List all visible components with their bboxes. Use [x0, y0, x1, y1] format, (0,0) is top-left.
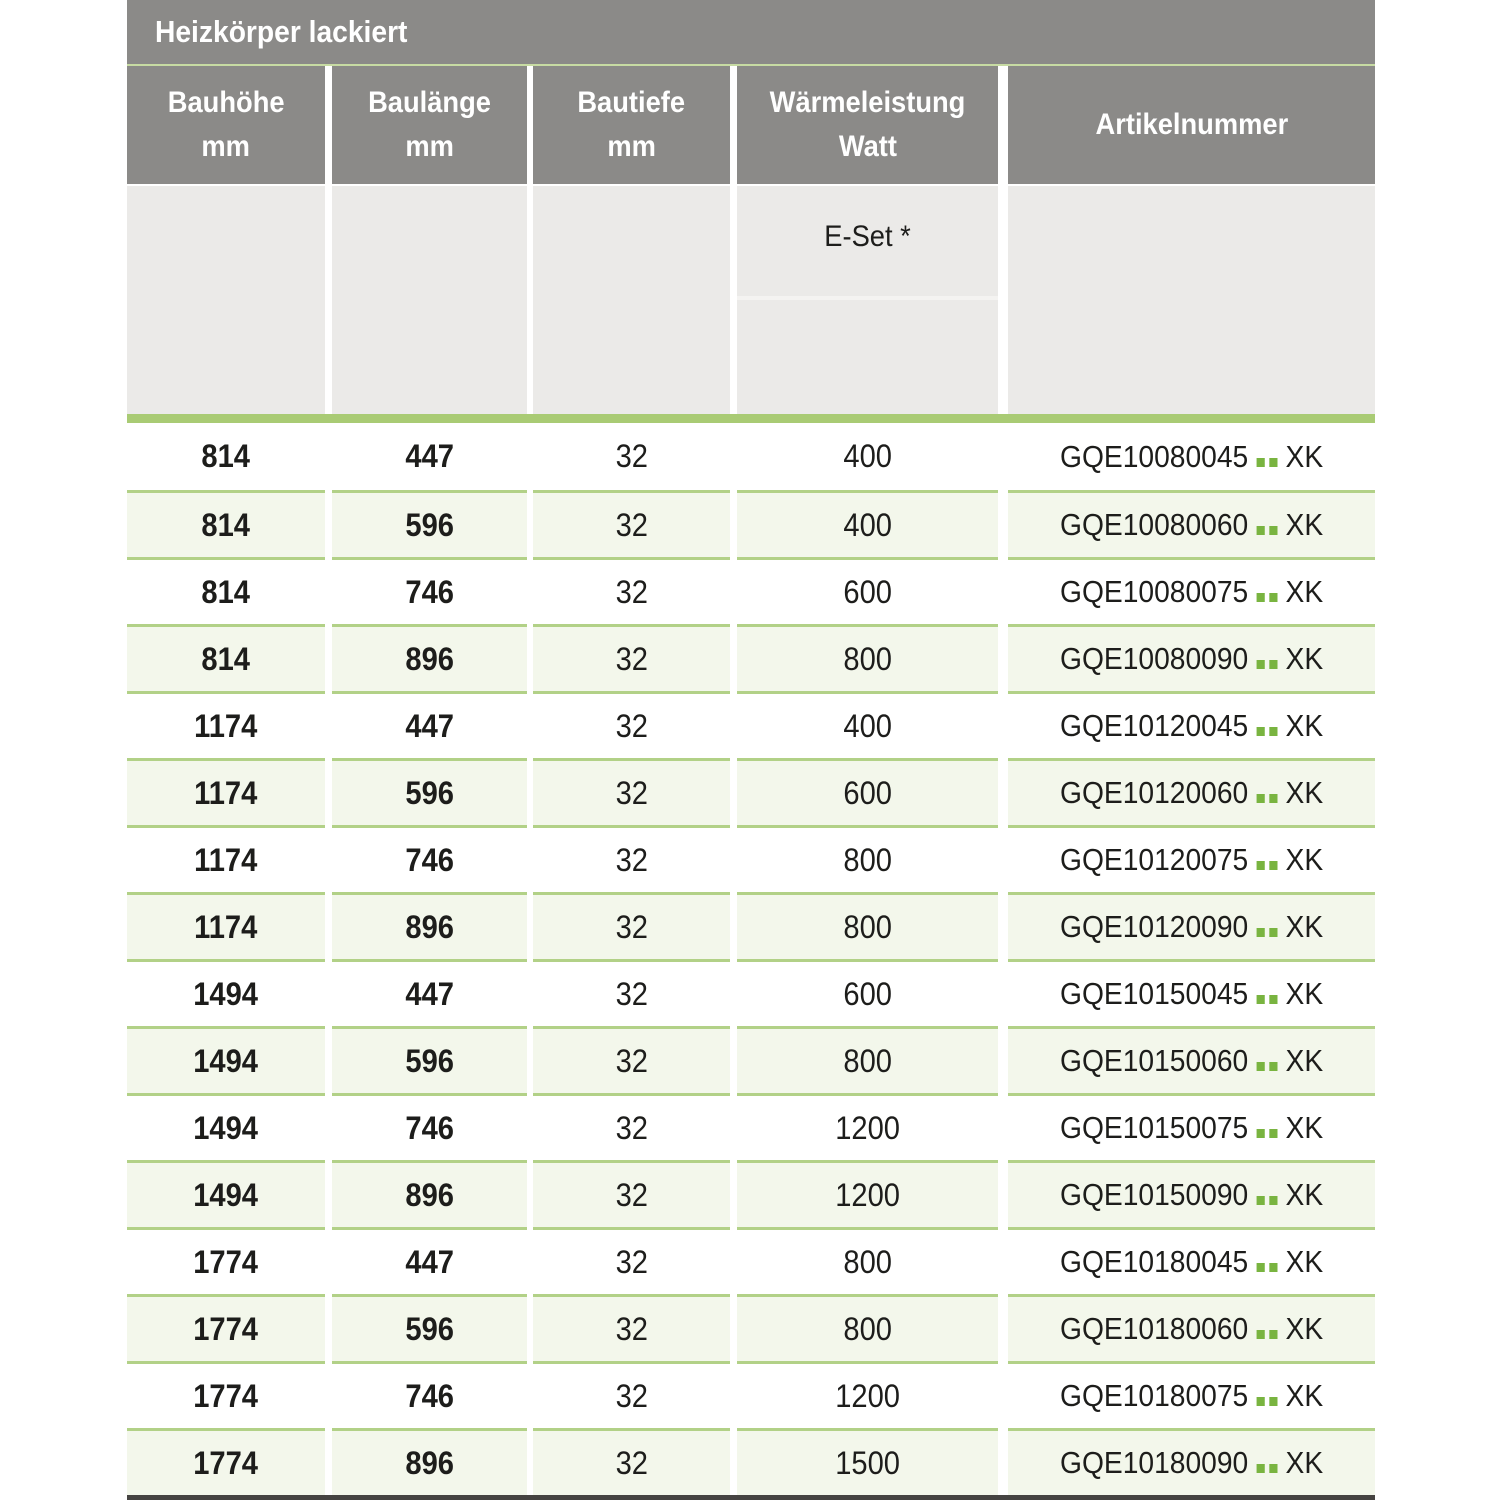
placeholder-dot-icon	[1256, 995, 1264, 1004]
cell-bauhoehe: 814	[127, 490, 325, 557]
column-unit: Watt	[838, 130, 897, 163]
table-row	[127, 825, 1375, 892]
cell-artikelnummer	[1008, 1026, 1375, 1093]
table-row	[127, 1093, 1375, 1160]
cell-artikelnummer	[1008, 959, 1375, 1026]
cell-bauhoehe: 1494	[127, 1160, 325, 1227]
placeholder-dot-icon	[1256, 1330, 1264, 1339]
placeholder-dot-icon	[1256, 794, 1264, 803]
cell-watt: 800	[737, 624, 998, 691]
cell-artikelnummer	[1008, 758, 1375, 825]
artikel-suffix: XK	[1285, 976, 1324, 1011]
placeholder-dot-icon	[1269, 593, 1277, 602]
artikel-prefix: GQE10150090	[1059, 1177, 1249, 1212]
subheader-cell-empty	[332, 186, 527, 414]
cell-watt: 600	[737, 959, 998, 1026]
artikel-suffix: XK	[1285, 1043, 1324, 1078]
table-row	[127, 1227, 1375, 1294]
placeholder-dot-icon	[1269, 995, 1277, 1004]
cell-watt: 800	[737, 1026, 998, 1093]
subheader-cell-empty	[1008, 186, 1375, 414]
header-divider-bar	[127, 414, 1375, 423]
artikel-prefix: GQE10080090	[1059, 641, 1249, 676]
subheader-cell-empty	[533, 186, 730, 414]
cell-bautiefe: 32	[533, 1428, 730, 1495]
column-label: Wärmeleistung	[769, 86, 966, 119]
cell-watt: 1200	[737, 1361, 998, 1428]
table-row	[127, 557, 1375, 624]
placeholder-dot-icon	[1269, 928, 1277, 937]
table-row	[127, 1361, 1375, 1428]
cell-artikelnummer	[1008, 1093, 1375, 1160]
table-title-bar	[127, 0, 1375, 64]
cell-bautiefe: 32	[533, 1160, 730, 1227]
cell-watt: 400	[737, 490, 998, 557]
cell-artikelnummer	[1008, 624, 1375, 691]
cell-baulaenge: 447	[332, 1227, 527, 1294]
artikel-suffix: XK	[1285, 1445, 1324, 1480]
table-row	[127, 959, 1375, 1026]
cell-bauhoehe: 1174	[127, 691, 325, 758]
artikel-prefix: GQE10180045	[1059, 1244, 1249, 1279]
placeholder-dot-icon	[1256, 1196, 1264, 1205]
column-label: Artikelnummer	[1095, 108, 1288, 141]
placeholder-dot-icon	[1256, 861, 1264, 870]
cell-bautiefe: 32	[533, 892, 730, 959]
artikel-suffix: XK	[1285, 775, 1324, 810]
placeholder-dot-icon	[1269, 794, 1277, 803]
cell-baulaenge: 896	[332, 892, 527, 959]
cell-bautiefe: 32	[533, 624, 730, 691]
cell-baulaenge: 447	[332, 423, 527, 490]
subheader-cell-eset	[737, 186, 998, 414]
table-row	[127, 892, 1375, 959]
artikel-prefix: GQE10150045	[1059, 976, 1249, 1011]
placeholder-dot-icon	[1269, 727, 1277, 736]
placeholder-dot-icon	[1269, 660, 1277, 669]
artikel-prefix: GQE10180090	[1059, 1445, 1249, 1480]
cell-bautiefe: 32	[533, 691, 730, 758]
table-row	[127, 691, 1375, 758]
table-row	[127, 1428, 1375, 1495]
artikel-prefix: GQE10120075	[1059, 842, 1249, 877]
cell-baulaenge: 746	[332, 1093, 527, 1160]
cell-bautiefe: 32	[533, 557, 730, 624]
placeholder-dot-icon	[1269, 861, 1277, 870]
cell-baulaenge: 447	[332, 959, 527, 1026]
column-header-bautiefe	[533, 66, 730, 184]
cell-bautiefe: 32	[533, 1227, 730, 1294]
placeholder-dot-icon	[1256, 660, 1264, 669]
artikel-prefix: GQE10150060	[1059, 1043, 1249, 1078]
artikel-prefix: GQE10180075	[1059, 1378, 1249, 1413]
artikel-suffix: XK	[1285, 842, 1324, 877]
placeholder-dot-icon	[1269, 1129, 1277, 1138]
cell-artikelnummer	[1008, 892, 1375, 959]
cell-bautiefe: 32	[533, 758, 730, 825]
column-header-bauhoehe	[127, 66, 325, 184]
cell-baulaenge: 746	[332, 557, 527, 624]
cell-artikelnummer	[1008, 825, 1375, 892]
cell-bautiefe: 32	[533, 959, 730, 1026]
artikel-suffix: XK	[1285, 909, 1324, 944]
artikel-suffix: XK	[1285, 1244, 1324, 1279]
placeholder-dot-icon	[1269, 1397, 1277, 1406]
table-header-row	[127, 66, 1375, 184]
artikel-suffix: XK	[1285, 1177, 1324, 1212]
cell-watt: 1500	[737, 1428, 998, 1495]
cell-bautiefe: 32	[533, 825, 730, 892]
table-row	[127, 624, 1375, 691]
placeholder-dot-icon	[1256, 526, 1264, 535]
cell-artikelnummer	[1008, 490, 1375, 557]
cell-bautiefe: 32	[533, 490, 730, 557]
cell-artikelnummer	[1008, 1227, 1375, 1294]
column-label: Bautiefe	[577, 86, 686, 119]
eset-cell-divider	[737, 296, 998, 300]
table-row	[127, 1160, 1375, 1227]
artikel-prefix: GQE10120060	[1059, 775, 1249, 810]
subheader-cell-empty	[127, 186, 325, 414]
spec-table	[127, 0, 1375, 1500]
cell-watt: 800	[737, 892, 998, 959]
cell-bauhoehe: 1174	[127, 758, 325, 825]
cell-artikelnummer	[1008, 423, 1375, 490]
artikel-suffix: XK	[1285, 438, 1324, 474]
cell-bauhoehe: 1774	[127, 1294, 325, 1361]
table-row	[127, 1026, 1375, 1093]
placeholder-dot-icon	[1269, 1196, 1277, 1205]
table-body	[127, 423, 1375, 1495]
cell-bautiefe: 32	[533, 1093, 730, 1160]
cell-watt: 1200	[737, 1160, 998, 1227]
placeholder-dot-icon	[1256, 1129, 1264, 1138]
cell-artikelnummer	[1008, 1160, 1375, 1227]
cell-baulaenge: 596	[332, 490, 527, 557]
placeholder-dot-icon	[1269, 1263, 1277, 1272]
column-label: Baulänge	[368, 86, 491, 119]
cell-bautiefe: 32	[533, 1361, 730, 1428]
placeholder-dot-icon	[1269, 458, 1277, 467]
placeholder-dot-icon	[1269, 1062, 1277, 1071]
cell-bauhoehe: 1774	[127, 1428, 325, 1495]
placeholder-dot-icon	[1269, 1330, 1277, 1339]
placeholder-dot-icon	[1256, 1464, 1264, 1473]
column-header-artikelnummer	[1008, 66, 1375, 184]
cell-watt: 800	[737, 825, 998, 892]
cell-watt: 1200	[737, 1093, 998, 1160]
cell-baulaenge: 896	[332, 1160, 527, 1227]
placeholder-dot-icon	[1256, 1263, 1264, 1272]
cell-artikelnummer	[1008, 691, 1375, 758]
artikel-suffix: XK	[1285, 507, 1324, 542]
cell-baulaenge: 596	[332, 1294, 527, 1361]
artikel-suffix: XK	[1285, 1311, 1324, 1346]
cell-watt: 800	[737, 1294, 998, 1361]
cell-bauhoehe: 814	[127, 423, 325, 490]
column-unit: mm	[201, 130, 251, 163]
placeholder-dot-icon	[1256, 458, 1264, 467]
cell-bauhoehe: 1494	[127, 959, 325, 1026]
cell-baulaenge: 746	[332, 1361, 527, 1428]
cell-artikelnummer	[1008, 1428, 1375, 1495]
cell-bauhoehe: 814	[127, 557, 325, 624]
cell-bauhoehe: 1494	[127, 1093, 325, 1160]
column-unit: mm	[607, 130, 656, 163]
table-title: Heizkörper lackiert	[155, 14, 408, 49]
cell-bauhoehe: 1174	[127, 825, 325, 892]
artikel-suffix: XK	[1285, 1378, 1324, 1413]
cell-baulaenge: 896	[332, 624, 527, 691]
column-label: Bauhöhe	[167, 86, 285, 119]
artikel-suffix: XK	[1285, 708, 1324, 743]
cell-baulaenge: 596	[332, 758, 527, 825]
cell-watt: 600	[737, 557, 998, 624]
cell-baulaenge: 596	[332, 1026, 527, 1093]
placeholder-dot-icon	[1256, 727, 1264, 736]
column-header-waermeleistung	[737, 66, 998, 184]
artikel-prefix: GQE10150075	[1059, 1110, 1249, 1145]
table-bottom-border	[127, 1495, 1375, 1500]
cell-bauhoehe: 1774	[127, 1361, 325, 1428]
placeholder-dot-icon	[1269, 1464, 1277, 1473]
cell-artikelnummer	[1008, 1294, 1375, 1361]
table-row	[127, 423, 1375, 490]
column-unit: mm	[405, 130, 454, 163]
cell-bautiefe: 32	[533, 1294, 730, 1361]
cell-watt: 600	[737, 758, 998, 825]
artikel-prefix: GQE10080045	[1059, 438, 1249, 474]
column-header-baulaenge	[332, 66, 527, 184]
placeholder-dot-icon	[1256, 928, 1264, 937]
cell-bauhoehe: 814	[127, 624, 325, 691]
cell-bautiefe: 32	[533, 423, 730, 490]
artikel-prefix: GQE10180060	[1059, 1311, 1249, 1346]
placeholder-dot-icon	[1256, 593, 1264, 602]
cell-bautiefe: 32	[533, 1026, 730, 1093]
placeholder-dot-icon	[1256, 1062, 1264, 1071]
cell-watt: 400	[737, 691, 998, 758]
artikel-prefix: GQE10080060	[1059, 507, 1249, 542]
cell-baulaenge: 896	[332, 1428, 527, 1495]
cell-artikelnummer	[1008, 1361, 1375, 1428]
table-row	[127, 758, 1375, 825]
placeholder-dot-icon	[1256, 1397, 1264, 1406]
artikel-suffix: XK	[1285, 574, 1324, 609]
cell-bauhoehe: 1774	[127, 1227, 325, 1294]
cell-watt: 400	[737, 423, 998, 490]
artikel-prefix: GQE10120090	[1059, 909, 1249, 944]
table-row	[127, 1294, 1375, 1361]
cell-bauhoehe: 1494	[127, 1026, 325, 1093]
cell-bauhoehe: 1174	[127, 892, 325, 959]
artikel-prefix: GQE10120045	[1059, 708, 1249, 743]
cell-baulaenge: 746	[332, 825, 527, 892]
table-subheader-row	[127, 186, 1375, 414]
cell-baulaenge: 447	[332, 691, 527, 758]
placeholder-dot-icon	[1269, 526, 1277, 535]
table-row	[127, 490, 1375, 557]
cell-artikelnummer	[1008, 557, 1375, 624]
artikel-prefix: GQE10080075	[1059, 574, 1249, 609]
artikel-suffix: XK	[1285, 641, 1324, 676]
artikel-suffix: XK	[1285, 1110, 1324, 1145]
eset-label: E-Set *	[824, 220, 911, 253]
cell-watt: 800	[737, 1227, 998, 1294]
